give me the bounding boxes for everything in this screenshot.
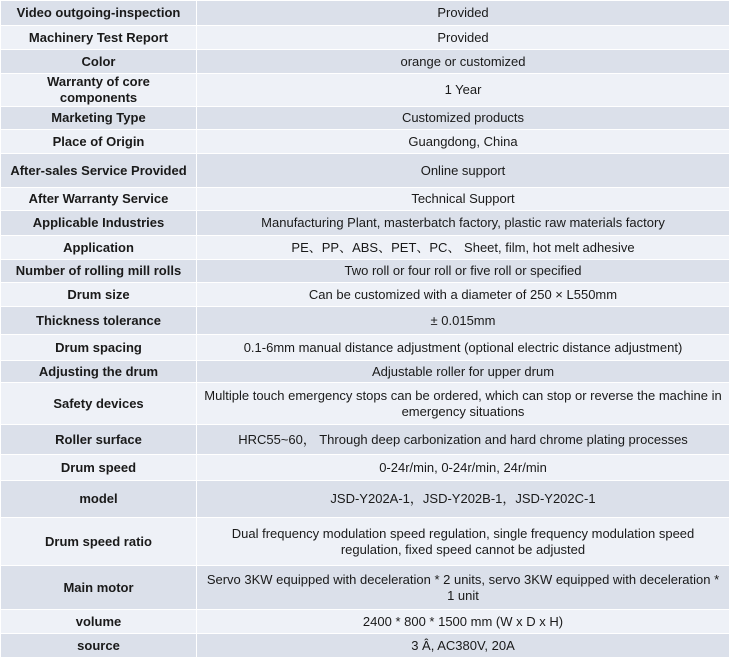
- row-value: Technical Support: [197, 188, 729, 211]
- table-row: [1, 455, 729, 481]
- table-row: [1, 107, 729, 130]
- row-value: Adjustable roller for upper drum: [197, 361, 729, 383]
- table-row: [1, 383, 729, 425]
- table-row: [1, 307, 729, 335]
- row-value: Online support: [197, 154, 729, 188]
- row-value: PE、PP、ABS、PET、PC、 Sheet, film, hot melt adhesive: [197, 236, 729, 260]
- table-row: [1, 26, 729, 50]
- table-row: [1, 335, 729, 361]
- row-value: Guangdong, China: [197, 130, 729, 154]
- row-value: 0.1-6mm manual distance adjustment (optional electric distance adjustment): [197, 335, 729, 361]
- row-label: Main motor: [1, 566, 197, 610]
- row-label: Color: [1, 50, 197, 74]
- row-value: Servo 3KW equipped with deceleration * 2 units, servo 3KW equipped with deceleration * 1 unit: [197, 566, 729, 610]
- table-row: [1, 1, 729, 26]
- row-value: Dual frequency modulation speed regulation, single frequency modulation speed regulation, fixed speed cannot be adjusted: [197, 518, 729, 566]
- row-label: Roller surface: [1, 425, 197, 455]
- row-value: Multiple touch emergency stops can be ordered, which can stop or reverse the machine in emergency situations: [197, 383, 729, 425]
- row-label: Place of Origin: [1, 130, 197, 154]
- table-row: [1, 610, 729, 634]
- row-value: 2400 * 800 * 1500 mm (W x D x H): [197, 610, 729, 634]
- table-row: [1, 566, 729, 610]
- row-value: ± 0.015mm: [197, 307, 729, 335]
- row-label: model: [1, 481, 197, 518]
- row-label: After Warranty Service: [1, 188, 197, 211]
- row-label: Application: [1, 236, 197, 260]
- table-row: [1, 188, 729, 211]
- row-value: JSD-Y202A-1，JSD-Y202B-1，JSD-Y202C-1: [197, 481, 729, 518]
- row-value: Manufacturing Plant, masterbatch factory, plastic raw materials factory: [197, 211, 729, 236]
- row-value: Customized products: [197, 107, 729, 130]
- table-row: [1, 130, 729, 154]
- table-row: [1, 361, 729, 383]
- table-row: [1, 50, 729, 74]
- row-label: Video outgoing-inspection: [1, 1, 197, 26]
- row-label: Applicable Industries: [1, 211, 197, 236]
- row-value: Can be customized with a diameter of 250 × L550mm: [197, 283, 729, 307]
- row-value: 1 Year: [197, 74, 729, 107]
- row-label: volume: [1, 610, 197, 634]
- table-row: [1, 154, 729, 188]
- row-value: Two roll or four roll or five roll or specified: [197, 260, 729, 283]
- row-value: HRC55~60， Through deep carbonization and hard chrome plating processes: [197, 425, 729, 455]
- row-value: Provided: [197, 26, 729, 50]
- row-label: Number of rolling mill rolls: [1, 260, 197, 283]
- row-value: Provided: [197, 1, 729, 26]
- row-value: 3 Â, AC380V, 20A: [197, 634, 729, 658]
- table-row: [1, 236, 729, 260]
- table-row: [1, 74, 729, 107]
- row-label: After-sales Service Provided: [1, 154, 197, 188]
- row-label: Warranty of core components: [1, 74, 197, 107]
- row-label: Drum speed ratio: [1, 518, 197, 566]
- table-row: [1, 260, 729, 283]
- row-label: Drum spacing: [1, 335, 197, 361]
- table-row: [1, 634, 729, 658]
- row-value: orange or customized: [197, 50, 729, 74]
- row-label: source: [1, 634, 197, 658]
- row-label: Safety devices: [1, 383, 197, 425]
- table-row: [1, 283, 729, 307]
- row-label: Adjusting the drum: [1, 361, 197, 383]
- row-label: Thickness tolerance: [1, 307, 197, 335]
- table-row: [1, 481, 729, 518]
- row-label: Marketing Type: [1, 107, 197, 130]
- table-row: [1, 211, 729, 236]
- row-label: Drum size: [1, 283, 197, 307]
- row-label: Machinery Test Report: [1, 26, 197, 50]
- row-value: 0-24r/min, 0-24r/min, 24r/min: [197, 455, 729, 481]
- row-label: Drum speed: [1, 455, 197, 481]
- table-row: [1, 425, 729, 455]
- table-row: [1, 518, 729, 566]
